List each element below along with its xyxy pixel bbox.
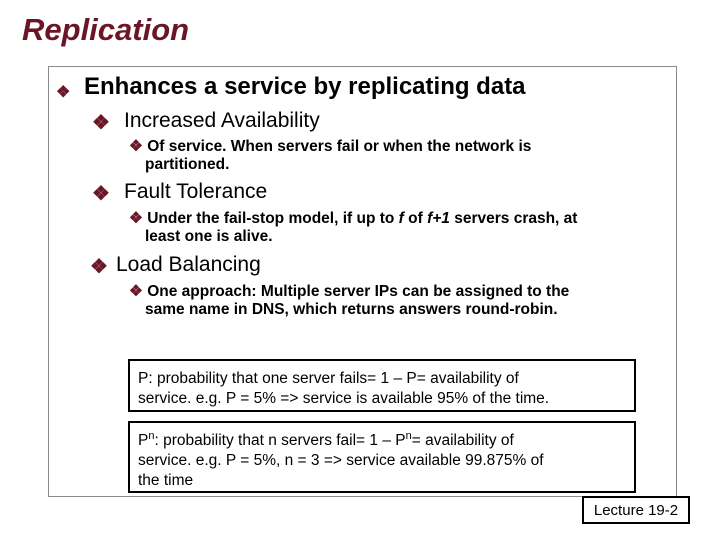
detail-text: same name in DNS, which returns answers round-robin. [145,301,558,318]
availability-formula-box [128,359,636,412]
section-heading-availability: Increased Availability [124,109,320,132]
formula-text: service. e.g. P = 5% => service is available 95% of the time. [138,390,550,407]
detail-text: partitioned. [145,156,230,173]
bullet-diamond-icon: ❖ [92,112,110,134]
detail-text: servers crash, at [449,210,578,227]
lecture-label: Lecture 19-2 [582,496,690,524]
formula-line [138,431,634,451]
detail-text: One approach: Multiple server IPs can be assigned to the [147,283,570,300]
detail-line [129,210,577,228]
bullet-diamond-icon: ❖ [129,283,143,300]
bullet-diamond-icon: ❖ [90,256,108,278]
detail-text: Under the fail-stop model, if up to [147,210,399,227]
section-detail-fault-tolerance [129,210,577,246]
formula-text: P [138,432,149,449]
section-detail-availability [129,138,531,174]
section-heading-load-balancing: Load Balancing [116,253,261,276]
bullet-diamond-icon: ❖ [92,183,110,205]
detail-text: least one is alive. [145,228,273,245]
section-detail-load-balancing [129,283,569,319]
main-point: Enhances a service by replicating data [84,73,526,100]
slide-title: Replication [22,12,190,47]
detail-line [129,138,531,156]
detail-line [129,283,569,301]
formula-text: : probability that n servers fail= 1 – P [154,432,406,449]
replicated-availability-formula-box [128,421,636,493]
detail-text: of [403,210,428,227]
formula-text: P: probability that one server fails= 1 – P= availability of [138,370,519,387]
detail-text: Of service. When servers fail or when the network is [147,138,532,155]
formula-text: the time [138,472,194,489]
bullet-diamond-icon: ❖ [129,138,143,155]
variable-f-plus-1: f+1 [427,210,450,227]
formula-text: service. e.g. P = 5%, n = 3 => service available 99.875% of [138,452,544,469]
bullet-diamond-icon: ❖ [56,84,71,101]
variable-f: f [398,210,404,227]
exponent: n [148,430,155,442]
bullet-diamond-icon: ❖ [129,210,143,227]
formula-text: = availability of [411,432,514,449]
exponent: n [405,430,412,442]
section-heading-fault-tolerance: Fault Tolerance [124,180,268,203]
